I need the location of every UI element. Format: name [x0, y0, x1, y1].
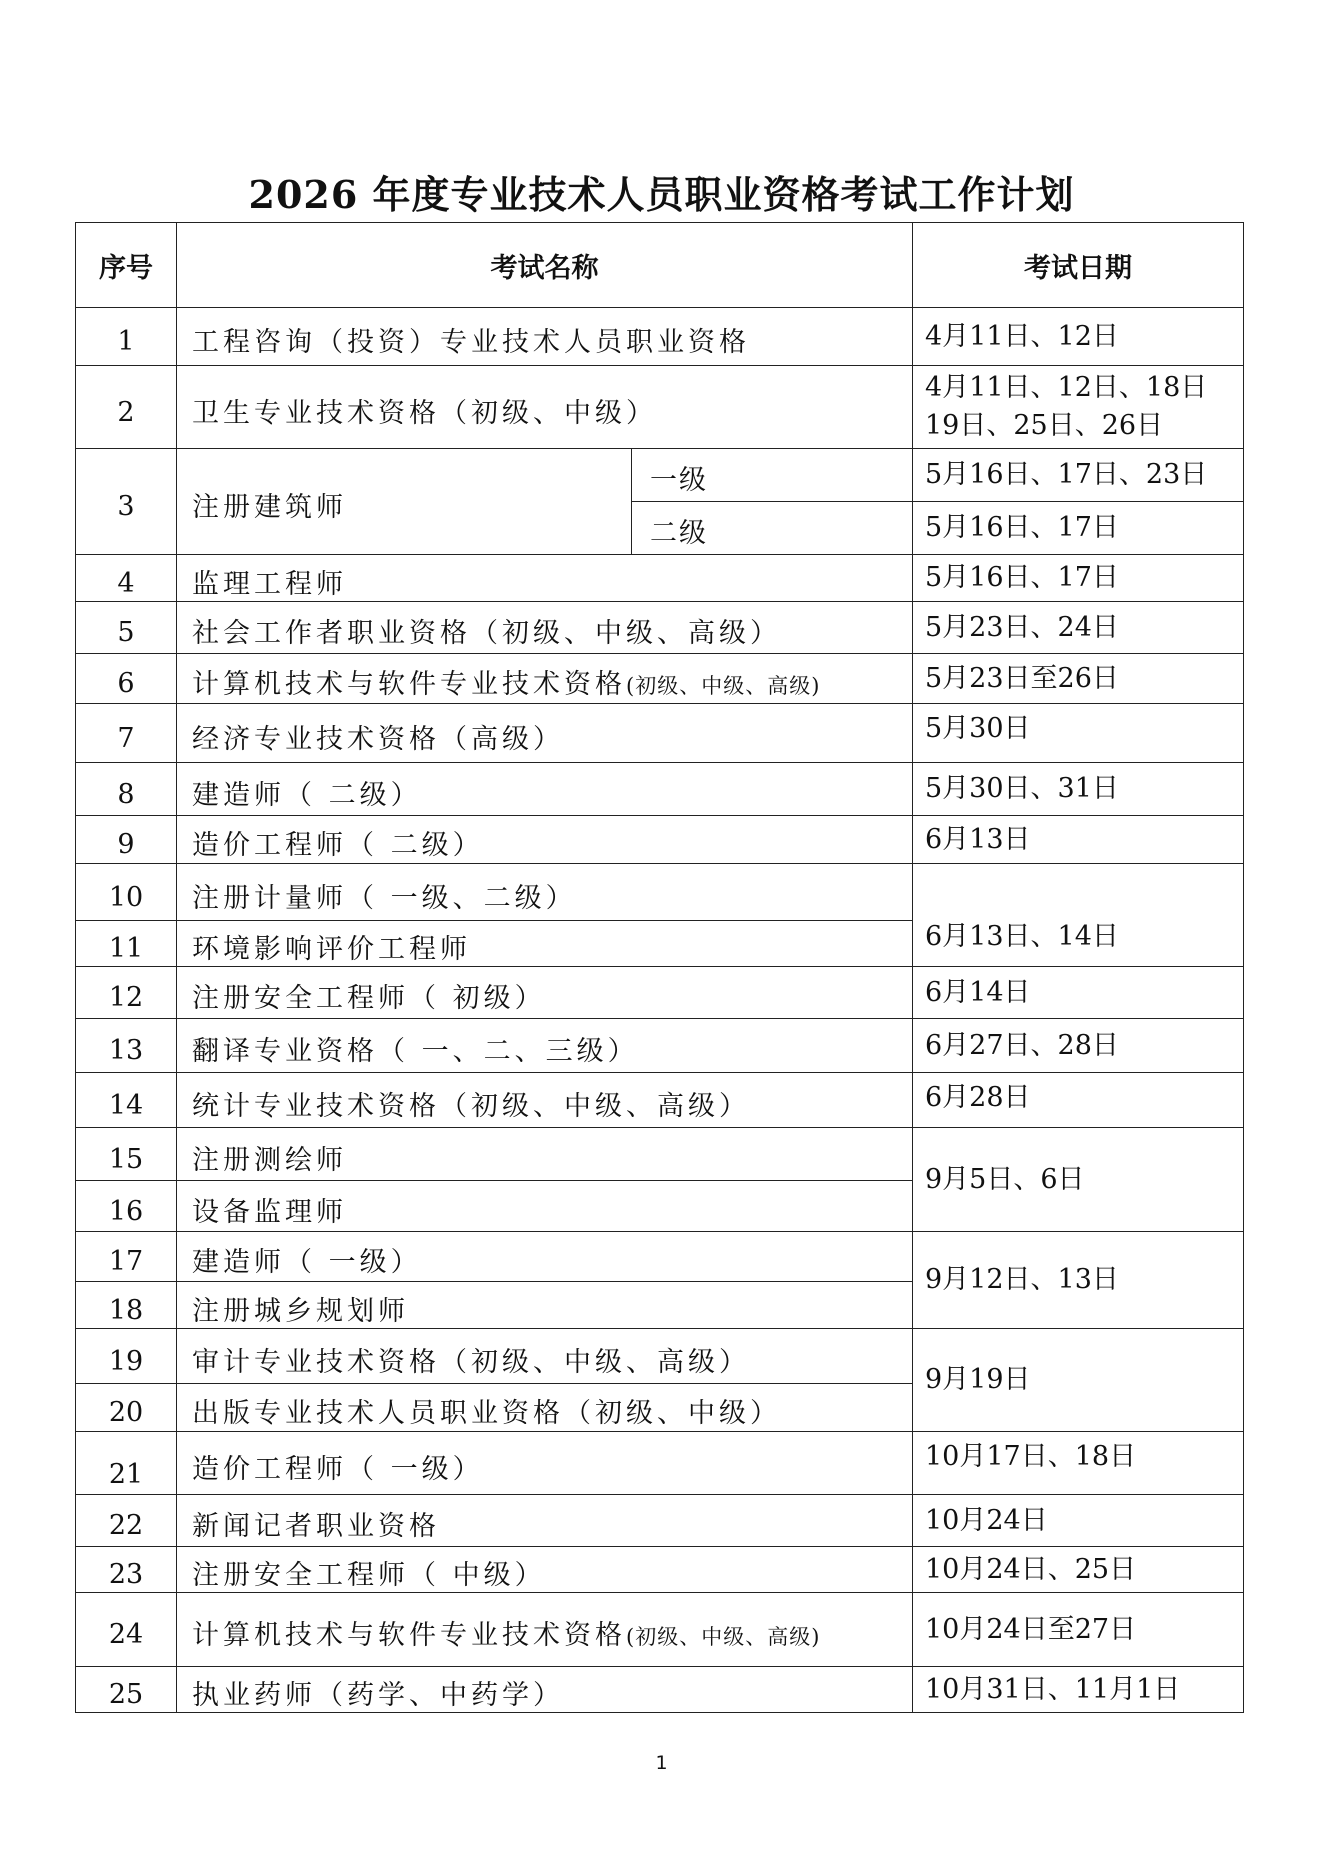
row-seq: 8 [76, 763, 177, 816]
row-exam-date: 6月28日 [913, 1073, 1244, 1128]
row-seq: 17 [76, 1232, 177, 1282]
row-exam-name: 注册建筑师 [177, 449, 632, 555]
row-exam-date: 9月12日、13日 [913, 1232, 1244, 1329]
row-exam-name: 注册安全工程师（ 初级） [177, 967, 913, 1019]
row-seq: 3 [76, 449, 177, 555]
table-row [76, 1329, 1244, 1384]
header-exam-name: 考试名称 [177, 223, 913, 308]
row-exam-date: 6月27日、28日 [913, 1019, 1244, 1073]
row-exam-date: 10月24日、25日 [913, 1547, 1244, 1593]
row-seq: 2 [76, 366, 177, 449]
row-seq: 24 [76, 1593, 177, 1667]
date-line: 4月11日、12日、18日 [925, 372, 1208, 403]
row-seq: 15 [76, 1128, 177, 1181]
table-row [76, 1128, 1244, 1181]
table-row [76, 602, 1244, 654]
row-seq: 23 [76, 1547, 177, 1593]
exam-name-main: 计算机技术与软件专业技术资格 [192, 1620, 626, 1651]
exam-name-levels: (初级、中级、高级) [626, 674, 821, 698]
row-seq: 14 [76, 1073, 177, 1128]
exam-schedule-table [75, 222, 1244, 1713]
row-seq: 25 [76, 1667, 177, 1713]
row-exam-date: 10月24日 [913, 1495, 1244, 1547]
date-line: 19日、25日、26日 [925, 410, 1164, 441]
row-seq: 4 [76, 555, 177, 602]
table-row [76, 1495, 1244, 1547]
row-seq: 5 [76, 602, 177, 654]
table-row [76, 1547, 1244, 1593]
row-exam-name: 注册城乡规划师 [177, 1282, 913, 1329]
row-exam-name: 造价工程师（ 一级） [177, 1432, 913, 1495]
row-seq: 11 [76, 921, 177, 967]
row-exam-date: 6月14日 [913, 967, 1244, 1019]
table-row [76, 1667, 1244, 1713]
row-seq: 16 [76, 1181, 177, 1232]
table-row [76, 555, 1244, 602]
table-header-row [76, 223, 1244, 308]
row-exam-name: 新闻记者职业资格 [177, 1495, 913, 1547]
row-exam-date: 10月31日、11月1日 [913, 1667, 1244, 1713]
row-exam-name: 建造师（ 一级） [177, 1232, 913, 1282]
row-exam-date: 10月17日、18日 [913, 1432, 1244, 1495]
row-seq: 21 [76, 1432, 177, 1495]
row-exam-name [177, 654, 913, 704]
row-exam-date: 5月23日至26日 [913, 654, 1244, 704]
table-row [76, 366, 1244, 449]
exam-name-levels: (初级、中级、高级) [626, 1625, 821, 1649]
exam-name-main: 计算机技术与软件专业技术资格 [192, 669, 626, 700]
row-seq: 22 [76, 1495, 177, 1547]
row-exam-name: 监理工程师 [177, 555, 913, 602]
row-exam-date: 4月11日、12日 [913, 308, 1244, 366]
header-seq: 序号 [76, 223, 177, 308]
row-exam-date: 5月16日、17日 [913, 502, 1244, 555]
table-row [76, 763, 1244, 816]
row-exam-name: 建造师（ 二级） [177, 763, 913, 816]
row-seq: 19 [76, 1329, 177, 1384]
row-exam-date: 10月24日至27日 [913, 1593, 1244, 1667]
table-row [76, 1593, 1244, 1667]
row-exam-date: 5月16日、17日 [913, 555, 1244, 602]
table-row [76, 1019, 1244, 1073]
row-exam-date: 5月30日、31日 [913, 763, 1244, 816]
row-seq: 12 [76, 967, 177, 1019]
table-row [76, 654, 1244, 704]
row-exam-name: 执业药师（药学、中药学） [177, 1667, 913, 1713]
row-exam-name: 设备监理师 [177, 1181, 913, 1232]
row-exam-name: 出版专业技术人员职业资格（初级、中级） [177, 1384, 913, 1432]
table-row [76, 816, 1244, 864]
header-exam-date: 考试日期 [913, 223, 1244, 308]
row-exam-date: 6月13日、14日 [913, 864, 1244, 967]
row-exam-name [177, 1593, 913, 1667]
row-exam-date [913, 366, 1244, 449]
row-exam-name: 注册安全工程师（ 中级） [177, 1547, 913, 1593]
row-exam-name: 统计专业技术资格（初级、中级、高级） [177, 1073, 913, 1128]
page-number: 1 [655, 1752, 668, 1774]
table-row [76, 967, 1244, 1019]
row-exam-name: 卫生专业技术资格（初级、中级） [177, 366, 913, 449]
row-seq: 1 [76, 308, 177, 366]
row-seq: 6 [76, 654, 177, 704]
row-exam-date: 5月23日、24日 [913, 602, 1244, 654]
document-title: 2026 年度专业技术人员职业资格考试工作计划 [248, 172, 1075, 217]
row-exam-date: 6月13日 [913, 816, 1244, 864]
table-row [76, 449, 1244, 502]
table-row [76, 864, 1244, 921]
row-exam-name: 社会工作者职业资格（初级、中级、高级） [177, 602, 913, 654]
row-exam-name: 审计专业技术资格（初级、中级、高级） [177, 1329, 913, 1384]
row-seq: 20 [76, 1384, 177, 1432]
row-exam-date: 9月5日、6日 [913, 1128, 1244, 1232]
row-exam-name: 造价工程师（ 二级） [177, 816, 913, 864]
row-exam-name: 翻译专业资格（ 一、二、三级） [177, 1019, 913, 1073]
row-seq: 9 [76, 816, 177, 864]
row-seq: 7 [76, 704, 177, 763]
table-row [76, 308, 1244, 366]
row-exam-level: 一级 [632, 449, 913, 502]
row-exam-name: 注册计量师（ 一级、二级） [177, 864, 913, 921]
row-exam-date: 9月19日 [913, 1329, 1244, 1432]
row-seq: 10 [76, 864, 177, 921]
table-row [76, 1073, 1244, 1128]
row-exam-date: 5月30日 [913, 704, 1244, 763]
row-exam-name: 经济专业技术资格（高级） [177, 704, 913, 763]
table-row [76, 1432, 1244, 1495]
row-exam-name: 工程咨询（投资）专业技术人员职业资格 [177, 308, 913, 366]
row-exam-name: 环境影响评价工程师 [177, 921, 913, 967]
table-row [76, 1232, 1244, 1282]
row-exam-date: 5月16日、17日、23日 [913, 449, 1244, 502]
row-seq: 13 [76, 1019, 177, 1073]
table-row [76, 704, 1244, 763]
row-seq: 18 [76, 1282, 177, 1329]
row-exam-name: 注册测绘师 [177, 1128, 913, 1181]
row-exam-level: 二级 [632, 502, 913, 555]
